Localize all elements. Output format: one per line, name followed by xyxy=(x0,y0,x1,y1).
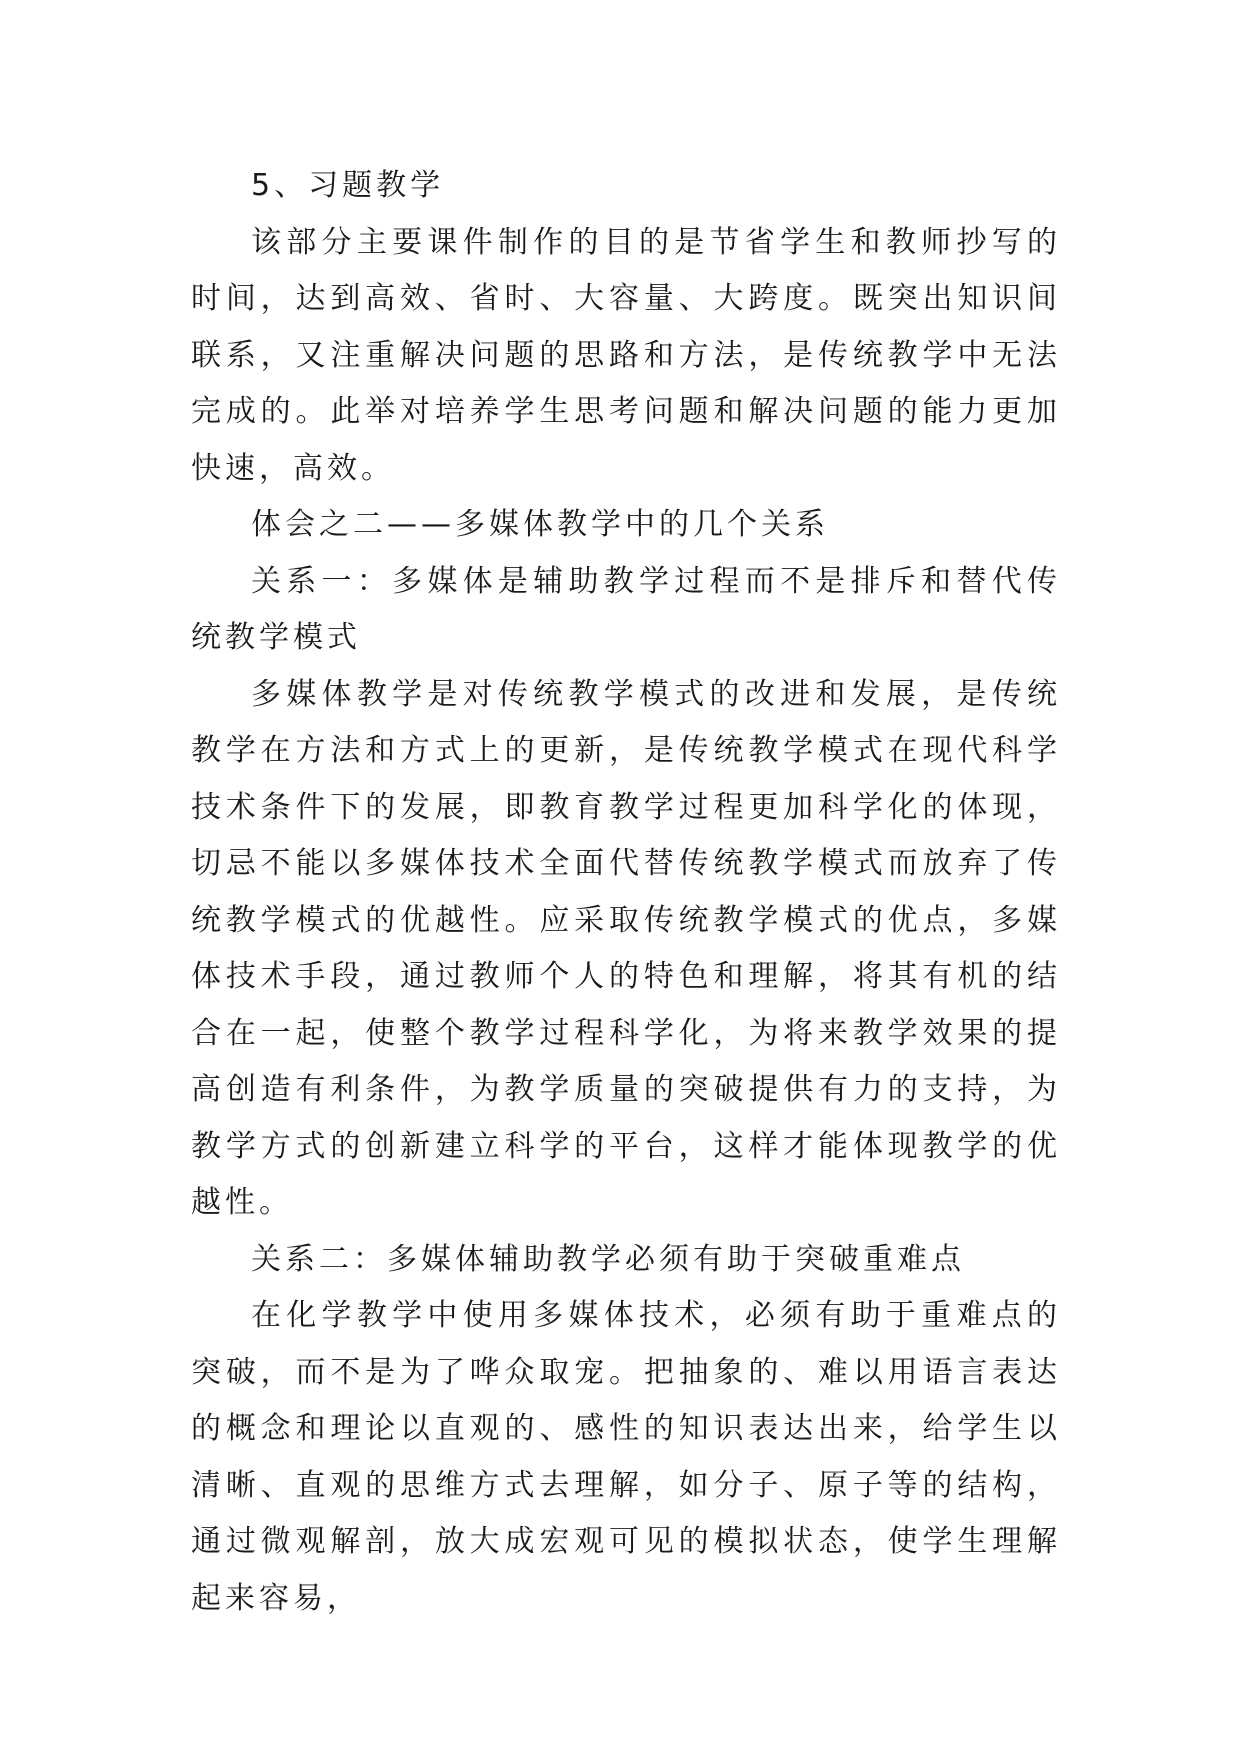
heading-relation-two: 关系二：多媒体辅助教学必须有助于突破重难点 xyxy=(251,1241,965,1277)
heading-exercise-teaching: 5、习题教学 xyxy=(251,168,445,203)
document-body xyxy=(191,158,1061,1627)
paragraph-exercise-courseware: 该部分主要课件制作的目的是节省学生和教师抄写的时间，达到高效、省时、大容量、大跨度。既突出知识间联系，又注重解决问题的思路和方法，是传统教学中无法完成的。此举对培养学生思考问题和解决问题的能力更加快速，高效。 xyxy=(191,224,1061,486)
paragraph-relation-two: 在化学教学中使用多媒体技术，必须有助于重难点的突破，而不是为了哗众取宠。把抽象的、难以用语言表达的概念和理论以直观的、感性的知识表达出来，给学生以清晰、直观的思维方式去理解，如分子、原子等的结构，通过微观解剖，放大成宏观可见的模拟状态，使学生理解起来容易， xyxy=(191,1298,1061,1616)
heading-relation-one: 关系一：多媒体是辅助教学过程而不是排斥和替代传统教学模式 xyxy=(191,563,1061,655)
paragraph-relation-one: 多媒体教学是对传统教学模式的改进和发展，是传统教学在方法和方式上的更新，是传统教学模式在现代科学技术条件下的发展，即教育教学过程更加科学化的体现，切忌不能以多媒体技术全面代替传统教学模式而放弃了传统教学模式的优越性。应采取传统教学模式的优点，多媒体技术手段，通过教师个人的特色和理解，将其有机的结合在一起，使整个教学过程科学化，为将来教学效果的提高创造有利条件，为教学质量的突破提供有力的支持，为教学方式的创新建立科学的平台，这样才能体现教学的优越性。 xyxy=(191,676,1061,1220)
heading-experience-two: 体会之二——多媒体教学中的几个关系 xyxy=(251,507,829,542)
